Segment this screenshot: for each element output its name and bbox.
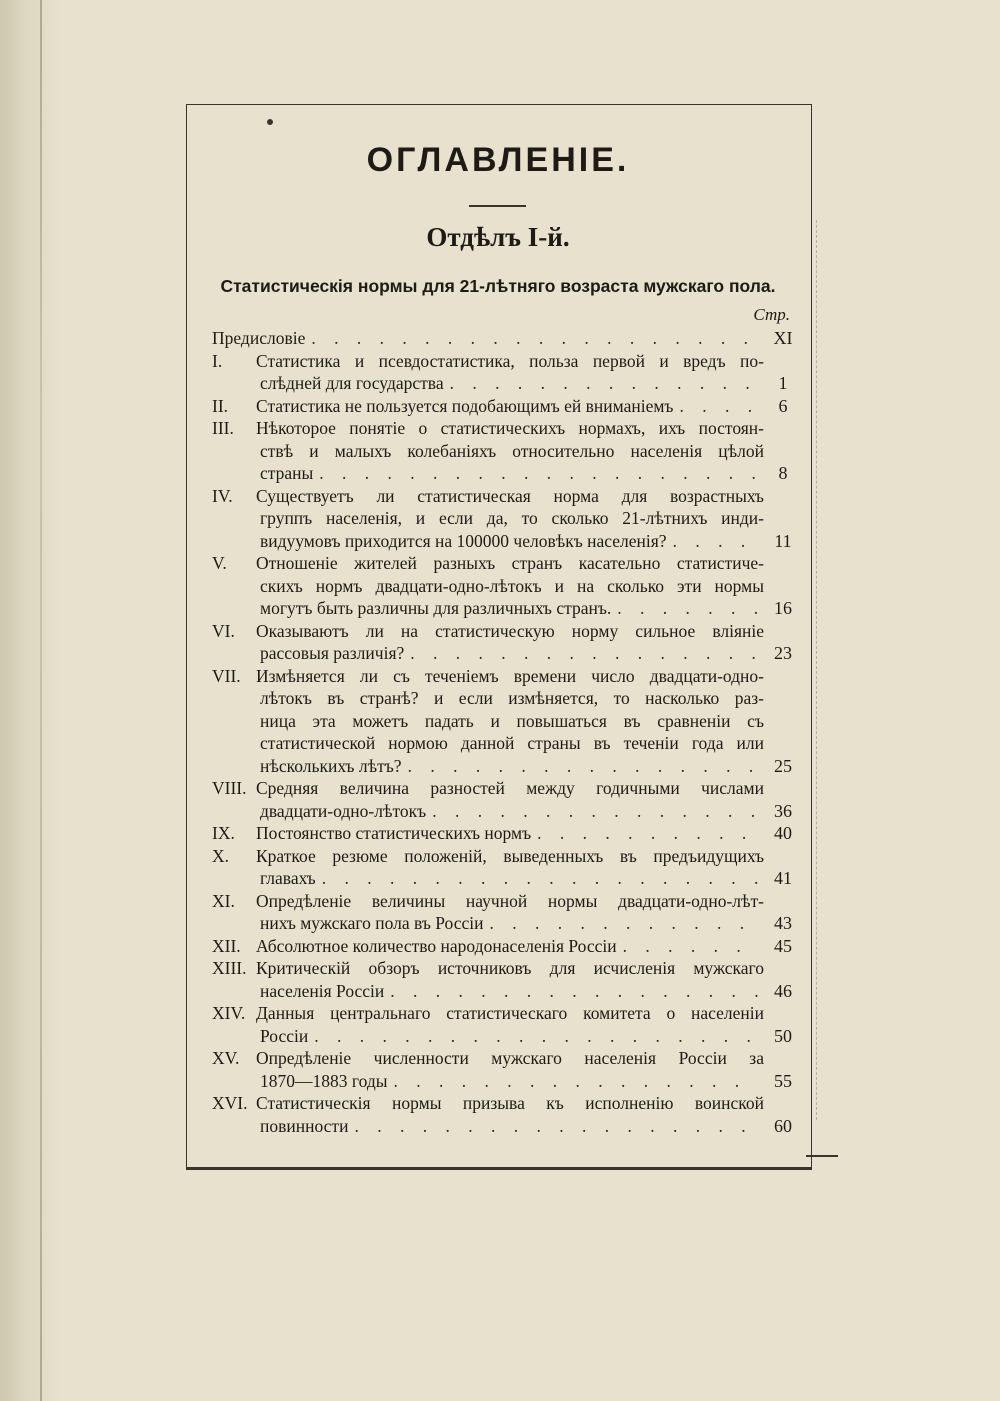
page-number: 11 <box>774 530 792 551</box>
chapter-title-line: группъ населенія, и если да, то сколько 21-лѣтнихъ инди- <box>260 508 764 528</box>
chapter-title-line: Россіи <box>260 1025 309 1046</box>
chapter-number: I. <box>212 350 223 371</box>
toc-line <box>212 935 802 958</box>
page-number: 25 <box>774 755 792 776</box>
page-number: 46 <box>774 980 792 1001</box>
toc-line <box>212 327 802 350</box>
page-title: ОГЛАВЛЕНІЕ. <box>366 141 630 179</box>
chapter-number: II. <box>212 395 229 416</box>
dot-leader <box>617 597 758 620</box>
chapter-title-line: Абсолютное количество народонаселенія Россіи <box>256 935 617 956</box>
toc-line <box>212 350 802 373</box>
chapter-number: VI. <box>212 620 235 641</box>
chapter-title-line: нѣсколькихъ лѣтъ? <box>260 755 402 776</box>
chapter-number: V. <box>212 553 227 573</box>
chapter-title-line: Краткое резюме положеній, выведенныхъ въ предъидущихъ <box>256 845 764 866</box>
toc-line <box>212 710 802 733</box>
chapter-title-line: двадцати-одно-лѣтокъ <box>260 800 427 821</box>
chapter-title-line: Опредѣленіе численности мужскаго населенія Россіи за <box>256 1048 764 1068</box>
toc-line <box>212 530 802 553</box>
toc-entry <box>212 552 802 620</box>
chapter-title-line: Предисловіе <box>212 328 306 348</box>
page-column-label: Стр. <box>753 305 790 324</box>
chapter-title-line: статистической нормою данной страны въ теченіи года или <box>260 733 764 753</box>
chapter-title-line: ствѣ и малыхъ колебаніяхъ относительно населенія цѣлой <box>260 440 764 461</box>
chapter-number: XII. <box>212 935 241 956</box>
dot-leader <box>354 1115 758 1138</box>
toc-entry <box>212 1047 802 1092</box>
chapter-title-line: лѣтокъ въ странѣ? и если измѣняется, то насколько раз- <box>260 688 764 708</box>
page-number: 50 <box>774 1025 792 1046</box>
dot-leader <box>408 755 758 778</box>
chapter-title-line: нихъ мужскаго пола въ Россіи <box>260 913 484 933</box>
chapter-number: IX. <box>212 823 235 843</box>
chapter-title-line: Данныя центральнаго статистическаго комитета о населеніи <box>256 1003 764 1023</box>
dot-leader <box>394 1070 758 1093</box>
page-number: 40 <box>774 823 792 843</box>
toc-line <box>212 912 802 935</box>
toc-entry <box>212 777 802 822</box>
dot-leader <box>623 935 758 958</box>
page-number: 41 <box>774 868 792 888</box>
chapter-title-line: Постоянство статистическихъ нормъ <box>256 823 532 843</box>
page-edge-shadow <box>0 0 60 1401</box>
section-title: Отдѣлъ I-й. <box>426 222 570 252</box>
chapter-title-line: скихъ нормъ двадцати-одно-лѣтокъ и на сколько эти нормы <box>260 575 764 596</box>
chapter-title-line: Измѣняется ли съ теченіемъ времени число двадцати-одно- <box>256 665 764 686</box>
chapter-title-line: рассовыя различія? <box>260 643 405 663</box>
page-number: 8 <box>778 463 788 483</box>
chapter-number: X. <box>212 845 230 866</box>
toc-line <box>212 1002 802 1025</box>
toc-line <box>212 597 802 620</box>
dot-leader <box>490 912 758 935</box>
dot-leader <box>673 530 758 553</box>
toc-line <box>212 417 802 440</box>
section-subtitle: Статистическія нормы для 21-лѣтняго возраста мужскаго пола. <box>220 276 776 296</box>
table-of-contents <box>212 327 802 1137</box>
toc-entry <box>212 327 802 350</box>
page-number: 36 <box>774 800 792 821</box>
toc-line <box>212 507 802 530</box>
toc-line <box>212 575 802 598</box>
toc-line <box>212 957 802 980</box>
toc-line <box>212 687 802 710</box>
toc-entry <box>212 350 802 395</box>
toc-line <box>212 440 802 463</box>
chapter-number: VII. <box>212 665 241 686</box>
page-number: XI <box>773 328 793 348</box>
ink-dot <box>267 119 273 125</box>
toc-line <box>212 867 802 890</box>
page-number: 23 <box>774 643 792 663</box>
chapter-number: VIII. <box>212 778 247 798</box>
chapter-title-line: повинности <box>260 1115 349 1136</box>
chapter-title-line: Оказываютъ ли на статистическую норму сильное вліяніе <box>256 620 764 641</box>
toc-line <box>212 395 802 418</box>
chapter-number: XV. <box>212 1048 240 1068</box>
dot-leader <box>311 327 758 350</box>
page-number: 55 <box>774 1070 792 1091</box>
toc-line <box>212 777 802 800</box>
page-number: 45 <box>774 935 792 956</box>
toc-entry <box>212 1002 802 1047</box>
frame-bottom-extension <box>806 1155 838 1157</box>
toc-entry <box>212 845 802 890</box>
dot-leader <box>314 1025 758 1048</box>
chapter-title-line: ница эта можетъ падать и повышаться въ сравненіи съ <box>260 710 764 731</box>
toc-line <box>212 642 802 665</box>
toc-line <box>212 755 802 778</box>
chapter-number: XVI. <box>212 1093 248 1113</box>
chapter-number: IV. <box>212 485 233 506</box>
toc-line <box>212 1047 802 1070</box>
toc-line <box>212 800 802 823</box>
toc-line <box>212 485 802 508</box>
chapter-title-line: видуумовъ приходится на 100000 человѣкъ населенія? <box>260 530 667 551</box>
page-number: 60 <box>774 1115 792 1136</box>
chapter-title-line: главахъ <box>260 868 316 888</box>
toc-line <box>212 372 802 395</box>
toc-line <box>212 462 802 485</box>
chapter-title-line: могутъ быть различны для различныхъ странъ. <box>260 598 612 618</box>
toc-line <box>212 822 802 845</box>
chapter-title-line: Отношеніе жителей разныхъ странъ касательно статистиче- <box>256 553 764 573</box>
binding-crease <box>40 0 42 1401</box>
toc-entry <box>212 485 802 553</box>
toc-entry <box>212 395 802 418</box>
page-number: 16 <box>774 598 792 618</box>
dot-leader <box>450 372 758 395</box>
toc-entry <box>212 1092 802 1137</box>
dot-leader <box>322 867 758 890</box>
chapter-number: III. <box>212 418 234 438</box>
toc-line <box>212 890 802 913</box>
chapter-number: XIII. <box>212 958 247 978</box>
toc-line <box>212 665 802 688</box>
chapter-number: XI. <box>212 890 235 911</box>
chapter-title-line: Статистика не пользуется подобающимъ ей вниманіемъ <box>256 395 674 416</box>
toc-line <box>212 552 802 575</box>
dot-leader <box>319 462 758 485</box>
chapter-title-line: населенія Россіи <box>260 980 385 1001</box>
toc-line <box>212 1092 802 1115</box>
toc-line <box>212 845 802 868</box>
chapter-title-line: Статистическія нормы призыва къ исполненію воинской <box>256 1093 764 1113</box>
title-divider <box>469 205 526 207</box>
toc-entry <box>212 665 802 778</box>
chapter-title-line: Статистика и псевдостатистика, польза первой и вредъ по- <box>256 350 764 371</box>
chapter-title-line: страны <box>260 463 314 483</box>
toc-entry <box>212 620 802 665</box>
toc-entry <box>212 935 802 958</box>
chapter-title-line: Средняя величина разностей между годичными числами <box>256 778 764 798</box>
dot-leader <box>432 800 758 823</box>
toc-line <box>212 1115 802 1138</box>
toc-line <box>212 980 802 1003</box>
chapter-title-line: Нѣкоторое понятіе о статистическихъ нормахъ, ихъ постоян- <box>256 418 764 438</box>
chapter-title-line: 1870—1883 годы <box>260 1070 388 1091</box>
toc-line <box>212 1070 802 1093</box>
toc-line <box>212 732 802 755</box>
chapter-title-line: Опредѣленіе величины научной нормы двадцати-одно-лѣт- <box>256 890 764 911</box>
dot-leader <box>410 642 758 665</box>
toc-entry <box>212 822 802 845</box>
toc-line <box>212 1025 802 1048</box>
margin-guide <box>816 220 818 1120</box>
chapter-number: XIV. <box>212 1003 246 1023</box>
toc-entry <box>212 957 802 1002</box>
chapter-title-line: слѣдней для государства <box>260 373 444 393</box>
toc-line <box>212 620 802 643</box>
chapter-title-line: Критическій обзоръ источниковъ для исчисленія мужскаго <box>256 958 764 978</box>
toc-entry <box>212 890 802 935</box>
page-number: 6 <box>778 395 788 416</box>
dot-leader <box>679 395 758 418</box>
dot-leader <box>537 822 758 845</box>
dot-leader <box>390 980 758 1003</box>
page-number: 43 <box>774 913 792 933</box>
toc-entry <box>212 417 802 485</box>
chapter-title-line: Существуетъ ли статистическая норма для возрастныхъ <box>256 485 764 506</box>
page-number: 1 <box>778 373 788 393</box>
